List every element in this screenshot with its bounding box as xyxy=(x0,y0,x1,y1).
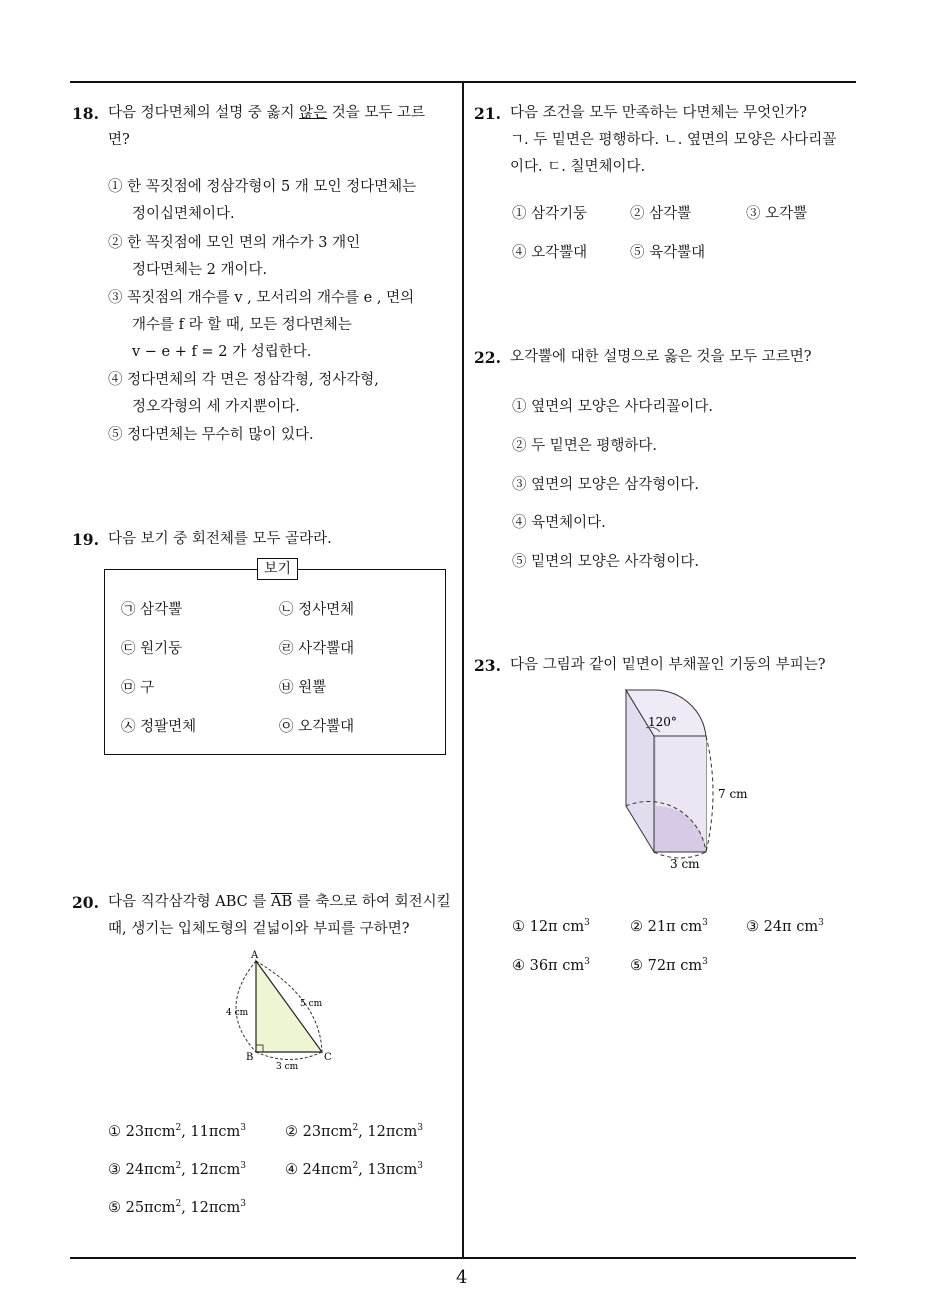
radius-label: 3 cm xyxy=(670,857,700,871)
option-2[interactable]: ② 삼각뿔 xyxy=(630,206,692,222)
example-item: ㉧ 오각뿔대 xyxy=(279,719,355,735)
question-number: 20. xyxy=(72,893,99,912)
example-item: ㉣ 사각뿔대 xyxy=(279,641,355,657)
option-1[interactable]: ① 옆면의 모양은 사다리꼴이다. xyxy=(512,399,714,415)
question-number: 23. xyxy=(474,656,501,675)
option-1[interactable]: ① 23πcm$^2$, 11πcm$^3$ xyxy=(108,1123,247,1140)
column-divider xyxy=(462,82,464,1258)
option-2[interactable]: ② 두 밑면은 평행하다. xyxy=(512,438,657,454)
height-label: 7 cm xyxy=(718,787,748,801)
question-number: 21. xyxy=(474,104,501,123)
example-item: ㉡ 정사면체 xyxy=(279,602,355,618)
question-number: 19. xyxy=(72,530,99,549)
vertex-a-label: A xyxy=(251,950,259,961)
option-4[interactable]: ④ 육면체이다. xyxy=(512,515,606,531)
option-3[interactable]: ③ 꼭짓점의 개수를 v , 모서리의 개수를 e , 면의 개수를 f 라 할 때, 모든 정다면체는 v − e + f = 2 가 성립한다. xyxy=(108,290,415,360)
example-item: ㉥ 원뿔 xyxy=(279,680,327,696)
question-text: 다음 직각삼각형 ABC 를 $\overline{AB}$ 를 축으로 하여 회전시킬 때, 생기는 입체도형의 겉넓이와 부피를 구하면? xyxy=(108,894,451,937)
example-item: ㉤ 구 xyxy=(121,680,155,696)
option-2[interactable]: ② 23πcm$^2$, 12πcm$^3$ xyxy=(285,1123,424,1140)
example-box-title: 보기 xyxy=(257,558,298,580)
option-3[interactable]: ③ 24π $cm^3$ xyxy=(746,918,824,935)
vertex-b-label: B xyxy=(246,1052,254,1063)
side-ac-length: 5 cm xyxy=(300,999,323,1009)
option-5[interactable]: ⑤ 25πcm$^2$, 12πcm$^3$ xyxy=(108,1199,247,1216)
example-item: ㉠ 삼각뿔 xyxy=(121,602,183,618)
option-1[interactable]: ① 삼각기둥 xyxy=(512,206,588,222)
side-bc-length: 3 cm xyxy=(276,1062,299,1072)
option-2[interactable]: ② 21π $cm^3$ xyxy=(630,918,708,935)
option-4[interactable]: ④ 정다면체의 각 면은 정삼각형, 정사각형, 정오각형의 세 가지뿐이다. xyxy=(108,372,379,415)
example-item: ㉦ 정팔면체 xyxy=(121,719,197,735)
option-5[interactable]: ⑤ 육각뿔대 xyxy=(630,245,706,261)
option-2[interactable]: ② 한 꼭짓점에 모인 면의 개수가 3 개인 정다면체는 2 개이다. xyxy=(108,235,361,278)
option-5[interactable]: ⑤ 72π $cm^3$ xyxy=(630,957,708,974)
right-column xyxy=(474,0,859,1250)
question-text: 다음 그림과 같이 밑면이 부채꼴인 기둥의 부피는? xyxy=(510,657,826,673)
option-1[interactable]: ① 12π $cm^3$ xyxy=(512,918,590,935)
question-text: 다음 조건을 모두 만족하는 다면체는 무엇인가? ㄱ. 두 밑면은 평행하다. ㄴ. 옆면의 모양은 사다리꼴 이다. ㄷ. 칠면체이다. xyxy=(510,105,837,175)
emphasis-underline: 않은 xyxy=(299,105,328,121)
option-5[interactable]: ⑤ 정다면체는 무수히 많이 있다. xyxy=(108,427,314,443)
question-text: 다음 보기 중 회전체를 모두 골라라. xyxy=(108,531,332,547)
option-4[interactable]: ④ 24πcm$^2$, 13πcm$^3$ xyxy=(285,1161,424,1178)
question-text: 오각뿔에 대한 설명으로 옳은 것을 모두 고르면? xyxy=(510,349,812,365)
sector-angle-label: 120° xyxy=(648,715,677,729)
option-1[interactable]: ① 한 꼭짓점에 정삼각형이 5 개 모인 정다면체는 정이십면체이다. xyxy=(108,179,417,222)
option-3[interactable]: ③ 24πcm$^2$, 12πcm$^3$ xyxy=(108,1161,247,1178)
side-ab-length: 4 cm xyxy=(226,1008,249,1018)
vertex-c-label: C xyxy=(324,1052,332,1063)
option-4[interactable]: ④ 36π $cm^3$ xyxy=(512,957,590,974)
page-number: 4 xyxy=(456,1267,468,1288)
question-text: 다음 정다면체의 설명 중 옳지 않은 것을 모두 고르 면? xyxy=(108,105,426,148)
question-number: 18. xyxy=(72,104,99,123)
sector-prism-figure xyxy=(616,682,766,872)
bottom-rule xyxy=(70,1257,856,1259)
example-box xyxy=(104,561,446,755)
segment-ab: $\overline{AB}$ xyxy=(270,894,293,910)
option-3[interactable]: ③ 오각뿔 xyxy=(746,206,808,222)
question-number: 22. xyxy=(474,348,501,367)
left-column xyxy=(72,0,457,1250)
option-4[interactable]: ④ 오각뿔대 xyxy=(512,245,588,261)
option-5[interactable]: ⑤ 밑면의 모양은 사각형이다. xyxy=(512,554,700,570)
option-3[interactable]: ③ 옆면의 모양은 삼각형이다. xyxy=(512,477,700,493)
right-triangle-figure xyxy=(220,949,350,1079)
example-item: ㉢ 원기둥 xyxy=(121,641,183,657)
